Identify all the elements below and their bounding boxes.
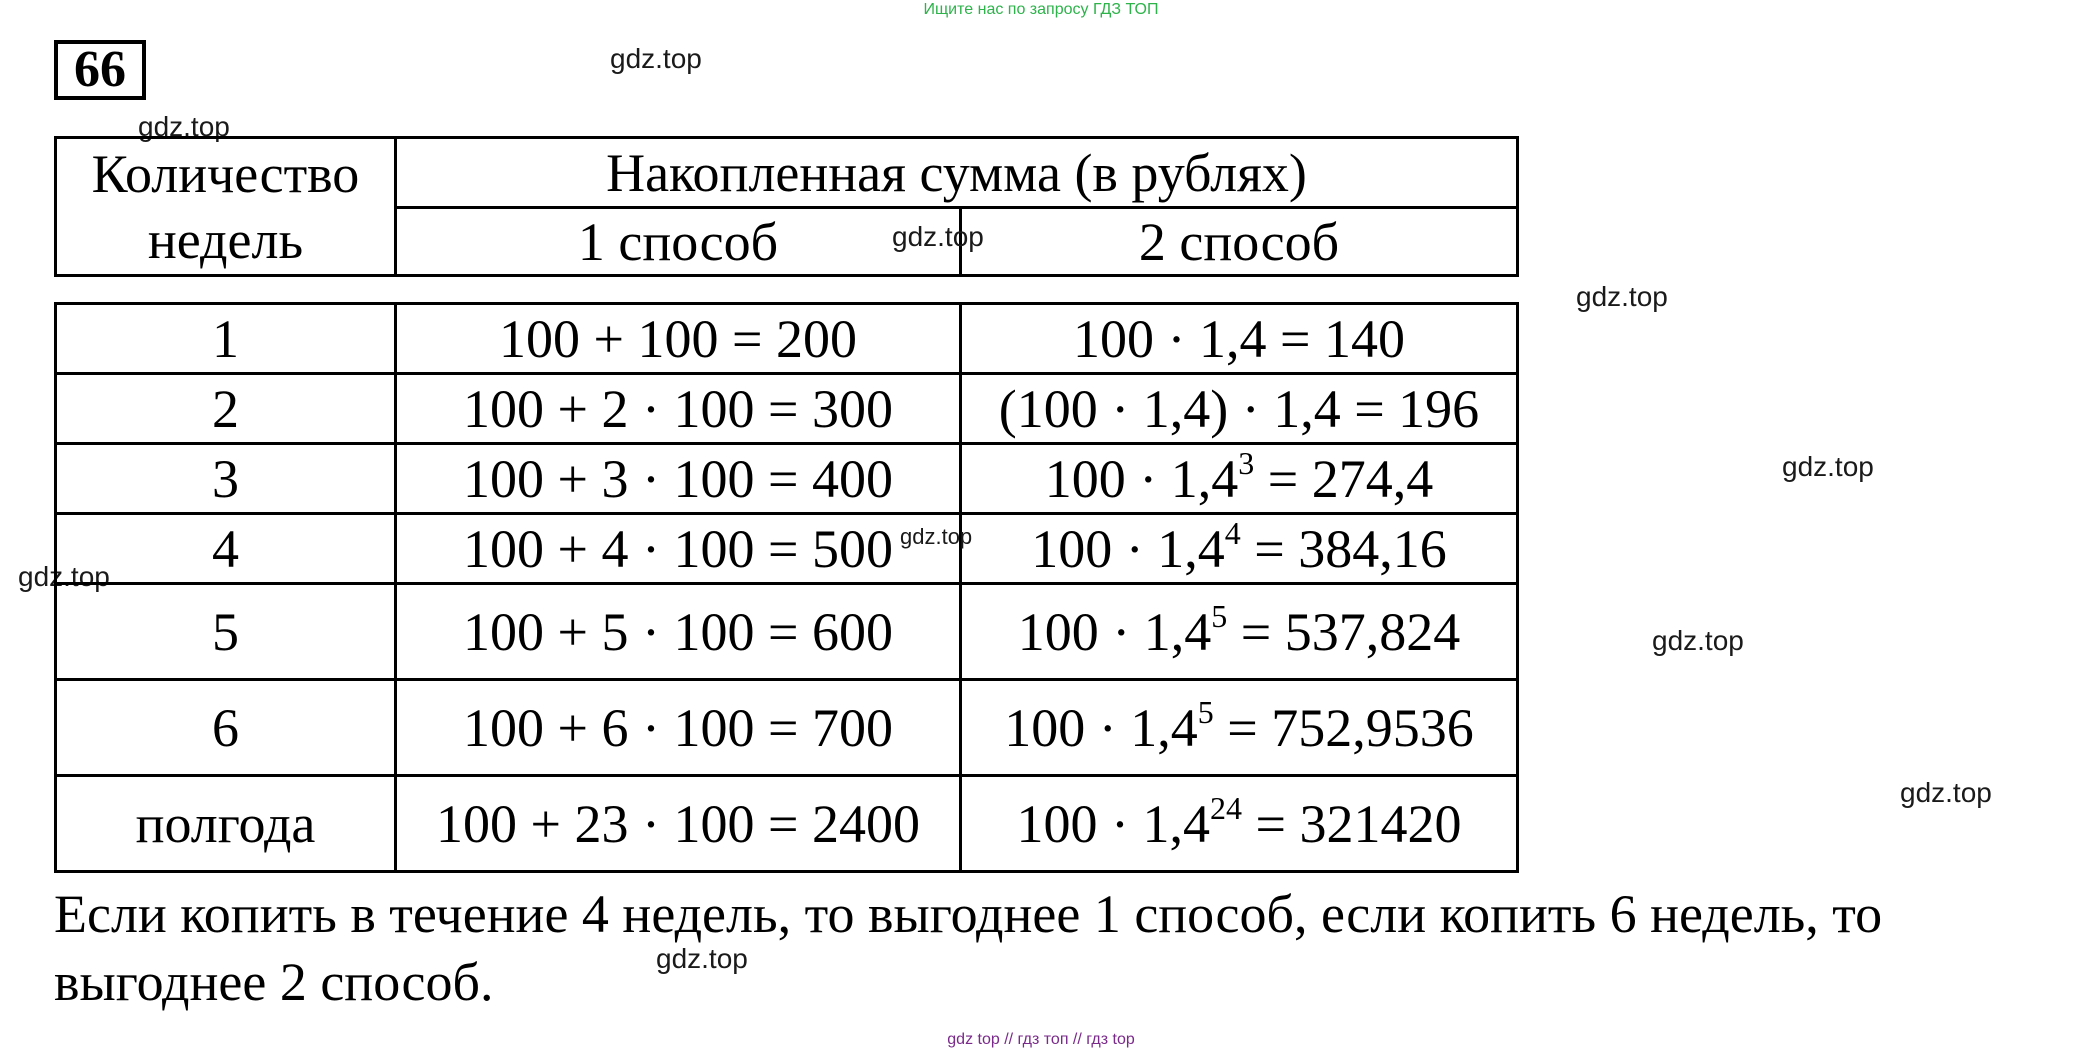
table-body <box>54 302 1519 873</box>
method2-formula: 100 · 1,4 <box>1016 793 1210 854</box>
method1-cell: 100 + 5 · 100 = 600 <box>396 584 961 680</box>
watermark: gdz.top <box>892 221 984 252</box>
table-row <box>56 514 1518 584</box>
weeks-cell: 3 <box>56 444 396 514</box>
method2-result: = 752,9536 <box>1213 697 1474 758</box>
method2-cell <box>961 444 1518 514</box>
method2-result: = 321420 <box>1242 793 1462 854</box>
weeks-cell: 5 <box>56 584 396 680</box>
watermark: gdz.top <box>1900 777 1992 808</box>
method2-formula: 100 · 1,4 <box>1017 601 1212 662</box>
watermark: gdz.top <box>1652 625 1744 656</box>
method1-cell: 100 + 100 = 200 <box>396 304 961 374</box>
weeks-header: Количество недель <box>56 138 396 276</box>
method2-exponent: 5 <box>1211 597 1228 634</box>
weeks-cell: 2 <box>56 374 396 444</box>
table-row <box>56 680 1518 776</box>
method2-exponent: 4 <box>1224 514 1241 551</box>
weeks-cell: 1 <box>56 304 396 374</box>
watermark: gdz.top <box>1576 281 1668 312</box>
method2-header: 2 способ <box>961 208 1518 276</box>
top-banner: Ищите нас по запросу ГДЗ ТОП <box>923 1 1159 18</box>
table-row <box>56 584 1518 680</box>
watermark: gdz.top <box>900 524 973 549</box>
method2-cell <box>961 304 1518 374</box>
method2-cell <box>961 584 1518 680</box>
table-row <box>56 304 1518 374</box>
method2-formula: (100 · 1,4) · 1,4 = 196 <box>998 378 1480 439</box>
watermark: gdz.top <box>610 43 702 74</box>
method2-exponent: 3 <box>1238 444 1255 481</box>
method2-result: = 384,16 <box>1240 518 1447 579</box>
watermark: gdz.top <box>18 561 110 592</box>
weeks-cell: полгода <box>56 776 396 872</box>
watermark: gdz.top <box>1782 451 1874 482</box>
method2-exponent: 24 <box>1210 789 1242 826</box>
table-row <box>56 444 1518 514</box>
method2-cell <box>961 680 1518 776</box>
method2-formula: 100 · 1,4 <box>1044 448 1239 509</box>
watermark: gdz.top <box>656 943 748 974</box>
method1-cell: 100 + 2 · 100 = 300 <box>396 374 961 444</box>
method2-formula: 100 · 1,4 <box>1031 518 1225 579</box>
method2-exponent: 5 <box>1197 693 1214 730</box>
sum-header: Накопленная сумма (в рублях) <box>396 138 1518 208</box>
conclusion-text: Если копить в течение 4 недель, то выгоднее 1 способ, если копить 6 недель, то выгоднее 2 способ. <box>54 884 1883 1012</box>
table-row <box>56 776 1518 872</box>
problem-number: 66 <box>54 40 146 100</box>
method1-cell: 100 + 4 · 100 = 500 <box>396 514 961 584</box>
method2-formula: 100 · 1,4 = 140 <box>1073 308 1405 369</box>
method1-header: 1 способ <box>396 208 961 276</box>
weeks-cell: 6 <box>56 680 396 776</box>
method2-result: = 537,824 <box>1227 601 1461 662</box>
method2-formula: 100 · 1,4 <box>1004 697 1198 758</box>
method2-result: = 274,4 <box>1254 448 1434 509</box>
method2-cell <box>961 514 1518 584</box>
method1-cell: 100 + 3 · 100 = 400 <box>396 444 961 514</box>
table-row <box>56 374 1518 444</box>
method1-cell: 100 + 6 · 100 = 700 <box>396 680 961 776</box>
weeks-cell: 4 <box>56 514 396 584</box>
watermark: gdz.top <box>138 111 230 142</box>
table-header <box>54 136 1519 277</box>
footer: gdz top // гдз топ // гдз top <box>947 1031 1135 1048</box>
method2-cell <box>961 374 1518 444</box>
method2-cell <box>961 776 1518 872</box>
method1-cell: 100 + 23 · 100 = 2400 <box>396 776 961 872</box>
